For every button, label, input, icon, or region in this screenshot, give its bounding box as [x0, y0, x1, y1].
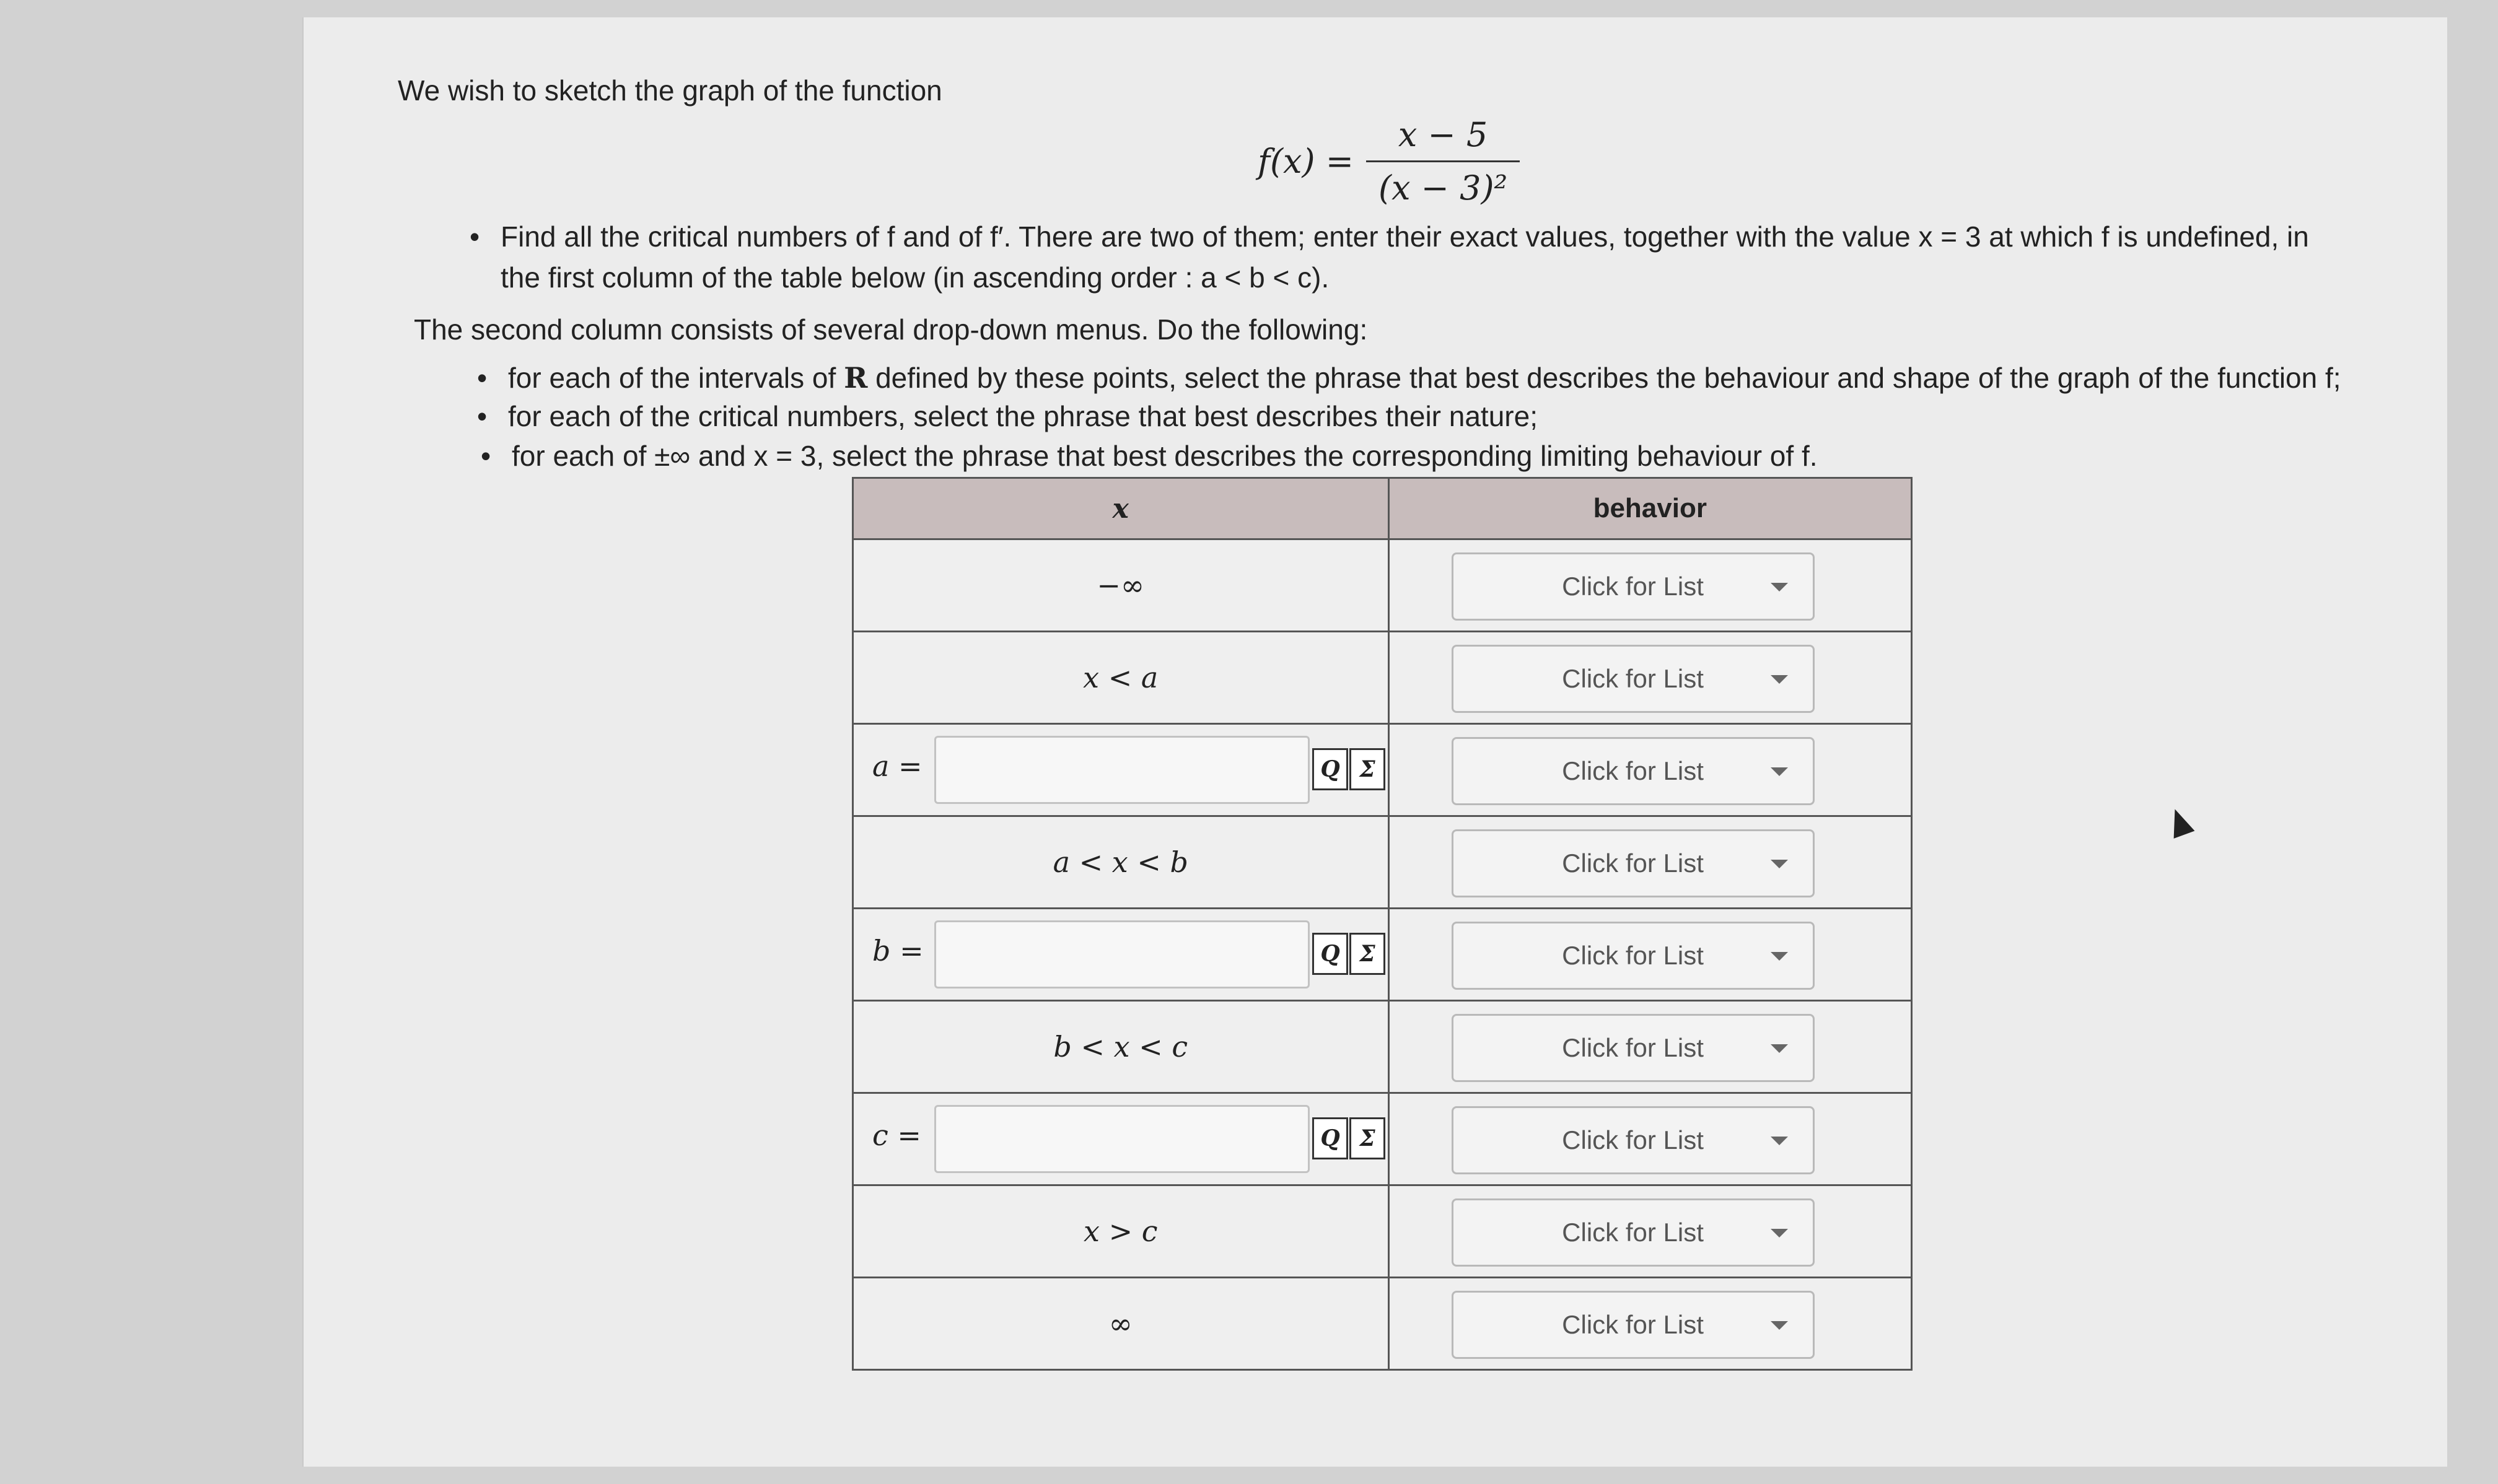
header-behavior: behavior — [1388, 478, 1911, 539]
table-row — [853, 816, 1912, 909]
behavior-dropdown[interactable] — [1452, 552, 1815, 621]
dropdown-label: Click for List — [1562, 1310, 1704, 1339]
critical-label: c = — [872, 1119, 921, 1152]
x-cell — [853, 1185, 1389, 1278]
dropdown-label: Click for List — [1562, 664, 1704, 693]
x-cell — [853, 816, 1389, 909]
instruction-second-column: The second column consists of several drop-down menus. Do the following: — [414, 313, 1368, 346]
behavior-dropdown[interactable] — [1452, 1014, 1815, 1082]
behavior-dropdown[interactable] — [1452, 1198, 1815, 1267]
behavior-cell — [1388, 1278, 1911, 1370]
instruction-intervals-pre: for each of the intervals of — [508, 362, 844, 394]
critical-value-input[interactable] — [934, 1105, 1310, 1173]
x-cell — [853, 539, 1389, 632]
critical-value-input[interactable] — [934, 736, 1310, 804]
x-cell — [853, 1093, 1389, 1185]
behavior-cell — [1388, 1001, 1911, 1093]
table-row — [853, 724, 1912, 816]
preview-icon[interactable]: Q — [1312, 748, 1348, 790]
behavior-cell — [1388, 1093, 1911, 1185]
chevron-down-icon — [1771, 675, 1788, 684]
instruction-intervals — [508, 360, 2341, 395]
x-cell — [853, 909, 1389, 1001]
dropdown-label: Click for List — [1562, 941, 1704, 970]
preview-icon[interactable]: Q — [1312, 1117, 1348, 1159]
x-cell — [853, 632, 1389, 724]
chevron-down-icon — [1771, 583, 1788, 591]
table-row — [853, 539, 1912, 632]
x-cell — [853, 724, 1389, 816]
critical-label: b = — [872, 934, 924, 967]
instruction-limits: • for each of ±∞ and x = 3, select the phrase that best describes the corresponding limiting behaviour of f. — [512, 439, 1818, 473]
chevron-down-icon — [1771, 1321, 1788, 1330]
critical-value-input[interactable] — [934, 920, 1310, 989]
x-label: b < x < c — [1053, 1030, 1188, 1063]
table-row — [853, 632, 1912, 724]
formula-lhs: f(x) = — [1258, 142, 1354, 181]
critical-label: a = — [872, 749, 923, 783]
intro-text: We wish to sketch the graph of the function — [398, 74, 942, 107]
sigma-icon[interactable]: Σ — [1349, 933, 1385, 975]
behavior-cell — [1388, 909, 1911, 1001]
x-label: x < a — [1083, 661, 1159, 694]
sigma-icon[interactable]: Σ — [1349, 748, 1385, 790]
chevron-down-icon — [1771, 1229, 1788, 1237]
formula-numerator: x − 5 — [1398, 115, 1488, 154]
table-row — [853, 1185, 1912, 1278]
behavior-table — [852, 477, 1913, 1371]
table-row — [853, 909, 1912, 1001]
dropdown-label: Click for List — [1562, 849, 1704, 878]
table-row — [853, 1093, 1912, 1185]
reals-symbol: R — [844, 361, 868, 395]
behavior-cell — [1388, 539, 1911, 632]
dropdown-label: Click for List — [1562, 572, 1704, 601]
dropdown-label: Click for List — [1562, 1033, 1704, 1062]
x-label: ∞ — [1108, 1307, 1133, 1340]
behavior-dropdown[interactable] — [1452, 737, 1815, 805]
function-formula — [1258, 115, 1520, 207]
table-header-row — [853, 478, 1912, 539]
behavior-cell — [1388, 1185, 1911, 1278]
dropdown-label: Click for List — [1562, 1125, 1704, 1154]
behavior-cell — [1388, 632, 1911, 724]
chevron-down-icon — [1771, 1044, 1788, 1053]
behavior-cell — [1388, 816, 1911, 909]
dropdown-label: Click for List — [1562, 1218, 1704, 1247]
chevron-down-icon — [1771, 860, 1788, 868]
x-cell — [853, 1001, 1389, 1093]
behavior-cell — [1388, 724, 1911, 816]
preview-icon[interactable]: Q — [1312, 933, 1348, 975]
behavior-dropdown[interactable] — [1452, 922, 1815, 990]
table-row — [853, 1278, 1912, 1370]
formula-fraction — [1366, 115, 1520, 207]
chevron-down-icon — [1771, 952, 1788, 961]
x-cell — [853, 1278, 1389, 1370]
instruction-nature: • for each of the critical numbers, select the phrase that best describes their nature; — [508, 399, 1538, 434]
x-label: x > c — [1084, 1215, 1158, 1248]
header-x: x — [853, 478, 1389, 539]
chevron-down-icon — [1771, 767, 1788, 776]
x-label: −∞ — [1097, 569, 1145, 602]
sigma-icon[interactable]: Σ — [1349, 1117, 1385, 1159]
behavior-dropdown[interactable] — [1452, 1106, 1815, 1174]
dropdown-label: Click for List — [1562, 756, 1704, 785]
behavior-dropdown[interactable] — [1452, 645, 1815, 713]
behavior-dropdown[interactable] — [1452, 829, 1815, 897]
formula-denominator: (x − 3)² — [1366, 160, 1520, 207]
table-row — [853, 1001, 1912, 1093]
behavior-dropdown[interactable] — [1452, 1291, 1815, 1359]
x-label: a < x < b — [1053, 845, 1188, 879]
chevron-down-icon — [1771, 1137, 1788, 1145]
instruction-critical-numbers-cont: the first column of the table below (in ascending order : a < b < c). — [501, 261, 1330, 294]
instruction-intervals-post: defined by these points, select the phrase that best describes the behaviour and shape of the graph of the function f; — [867, 362, 2341, 394]
instruction-critical-numbers: • Find all the critical numbers of f and of f′. There are two of them; enter their exact values, together with the value x = 3 at which f is undefined, in — [501, 219, 2309, 254]
